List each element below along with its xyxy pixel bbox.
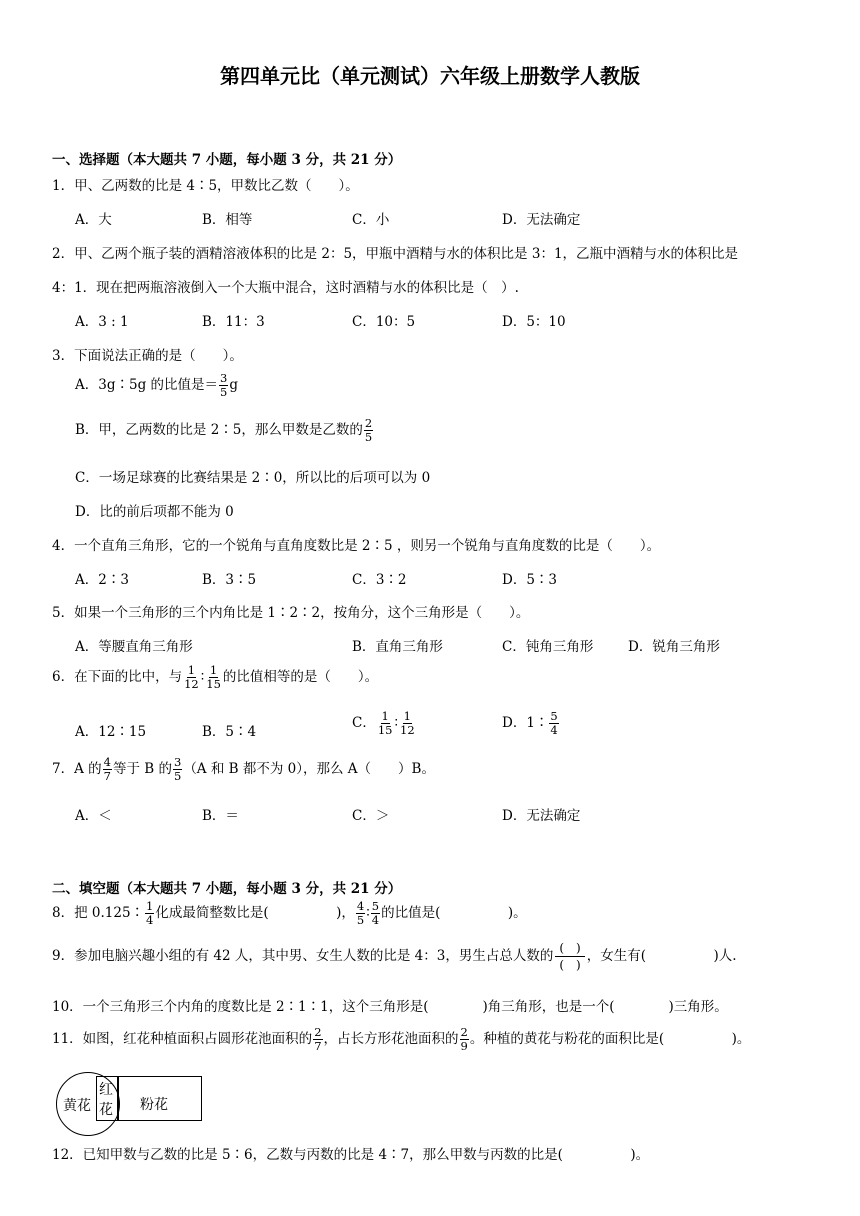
fraction: $\frac{1}{12}$ xyxy=(184,663,199,691)
question-5: 5．如果一个三角形的三个内角比是 1∶2∶2，按角分，这个三角形是（ ）。 xyxy=(52,605,530,621)
question-2-line-1: 2．甲、乙两个瓶子装的酒精溶液体积的比是 2：5，甲瓶中酒精与水的体积比是 3：1，乙瓶中酒精与水的体积比是 xyxy=(52,246,739,262)
q1-option-c: C．小 xyxy=(352,212,390,228)
q7-option-d: D．无法确定 xyxy=(502,808,581,824)
red-flower-label-bottom: 花 xyxy=(99,1102,113,1118)
q7-option-b: B．＝ xyxy=(202,808,239,824)
question-9: 9．参加电脑兴趣小组的有 42 人，其中男、女生人数的比是 4：3，男生占总人数的 $\frac{( )}{( )}$ ，女生有( )人. xyxy=(52,941,737,972)
fraction: $\frac{3}{5}$ xyxy=(220,371,228,399)
q6-option-c: C． $\frac{1}{15}$ ∶ $\frac{1}{12}$ xyxy=(352,709,415,737)
q5-option-a: A．等腰直角三角形 xyxy=(75,639,193,655)
fraction: $\frac{4}{5}$ xyxy=(356,899,365,927)
question-10: 10．一个三角形三个内角的度数比是 2∶1∶1，这个三角形是( )角三角形，也是一个( )三角形。 xyxy=(52,999,728,1015)
question-6: 6．在下面的比中，与 $\frac{1}{12}$ ∶ $\frac{1}{15}$ 的比值相等的是（ ）。 xyxy=(52,663,379,691)
q4-option-b: B．3∶5 xyxy=(202,572,257,588)
q3-option-a: A．3g∶5g 的比值是＝ $\frac{3}{5}$ g xyxy=(75,371,238,399)
q4-option-c: C．3∶2 xyxy=(352,572,407,588)
question-4: 4．一个直角三角形，它的一个锐角与直角度数比是 2∶5 ，则另一个锐角与直角度数的比是（ ）。 xyxy=(52,538,661,554)
fraction: $\frac{4}{7}$ xyxy=(103,755,111,783)
q3-option-b: B．甲，乙两数的比是 2∶5，那么甲数是乙数的 $\frac{2}{5}$ xyxy=(75,416,373,444)
q4-option-a: A．2∶3 xyxy=(75,572,129,588)
q6-option-d: D．1∶ $\frac{5}{4}$ xyxy=(502,709,558,737)
pink-flower-label: 粉花 xyxy=(140,1097,168,1113)
fraction: $\frac{5}{4}$ xyxy=(550,709,558,737)
question-2-line-2: 4：1．现在把两瓶溶液倒入一个大瓶中混合，这时酒精与水的体积比是（ ）. xyxy=(52,280,519,296)
divider-line xyxy=(117,1077,119,1120)
section-heading-fill-blank: 二、填空题（本大题共 7 小题，每小题 3 分，共 21 分） xyxy=(52,881,402,897)
fraction: $\frac{1}{15}$ xyxy=(377,709,393,737)
question-12: 12．已知甲数与乙数的比是 5∶6，乙数与丙数的比是 4∶7，那么甲数与丙数的比是( )。 xyxy=(52,1147,650,1163)
q7-option-c: C．＞ xyxy=(352,808,390,824)
page-title: 第四单元比（单元测试）六年级上册数学人教版 xyxy=(220,64,640,88)
q6-option-b: B．5∶4 xyxy=(202,724,257,740)
fraction: $\frac{2}{7}$ xyxy=(314,1025,322,1053)
q5-option-d: D．锐角三角形 xyxy=(628,639,720,655)
q5-option-c: C．钝角三角形 xyxy=(502,639,594,655)
red-flower-label-top: 红 xyxy=(99,1082,113,1098)
blank-fraction: $\frac{( )}{( )}$ xyxy=(555,940,584,973)
fraction: $\frac{2}{5}$ xyxy=(364,416,373,444)
q3-option-c: C．一场足球赛的比赛结果是 2∶0，所以比的后项可以为 0 xyxy=(75,470,431,486)
q2-option-c: C．10：5 xyxy=(352,314,416,330)
fraction: $\frac{1}{4}$ xyxy=(146,899,154,927)
q4-option-d: D．5∶3 xyxy=(502,572,558,588)
section-heading-choice: 一、选择题（本大题共 7 小题，每小题 3 分，共 21 分） xyxy=(52,152,402,168)
question-11: 11．如图，红花种植面积占圆形花池面积的 $\frac{2}{7}$ ，占长方形花池面积的 $\frac{2}{9}$ 。种植的黄花与粉花的面积比是( )。 xyxy=(52,1025,751,1053)
fraction: $\frac{2}{9}$ xyxy=(460,1025,468,1053)
q6-option-a: A．12∶15 xyxy=(75,724,147,740)
q2-option-a: A．3 : 1 xyxy=(75,314,129,330)
q1-option-b: B．相等 xyxy=(202,212,253,228)
q2-option-b: B．11：3 xyxy=(202,314,265,330)
question-7: 7．A 的 $\frac{4}{7}$ 等于 B 的 $\frac{3}{5}$ （A 和 B 都不为 0），那么 A（ ）B。 xyxy=(52,755,435,783)
fraction: $\frac{5}{4}$ xyxy=(371,899,380,927)
fraction: $\frac{3}{5}$ xyxy=(173,755,182,783)
fraction: $\frac{1}{12}$ xyxy=(400,709,415,737)
question-8: 8．把 0.125∶ $\frac{1}{4}$ 化成最简整数比是( )， $\frac{4}{5}$ ∶ $\frac{5}{4}$ 的比值是( )。 xyxy=(52,899,527,927)
question-1: 1．甲、乙两数的比是 4∶5，甲数比乙数（ ）。 xyxy=(52,178,359,194)
question-3: 3．下面说法正确的是（ ）。 xyxy=(52,348,243,364)
q5-option-b: B．直角三角形 xyxy=(352,639,443,655)
q1-option-a: A．大 xyxy=(75,212,112,228)
fraction: $\frac{1}{15}$ xyxy=(206,663,221,691)
q2-option-d: D．5：10 xyxy=(502,314,566,330)
q3-option-d: D．比的前后项都不能为 0 xyxy=(75,504,234,520)
q7-option-a: A．＜ xyxy=(75,808,112,824)
q1-option-d: D．无法确定 xyxy=(502,212,581,228)
yellow-flower-label: 黄花 xyxy=(63,1098,91,1114)
